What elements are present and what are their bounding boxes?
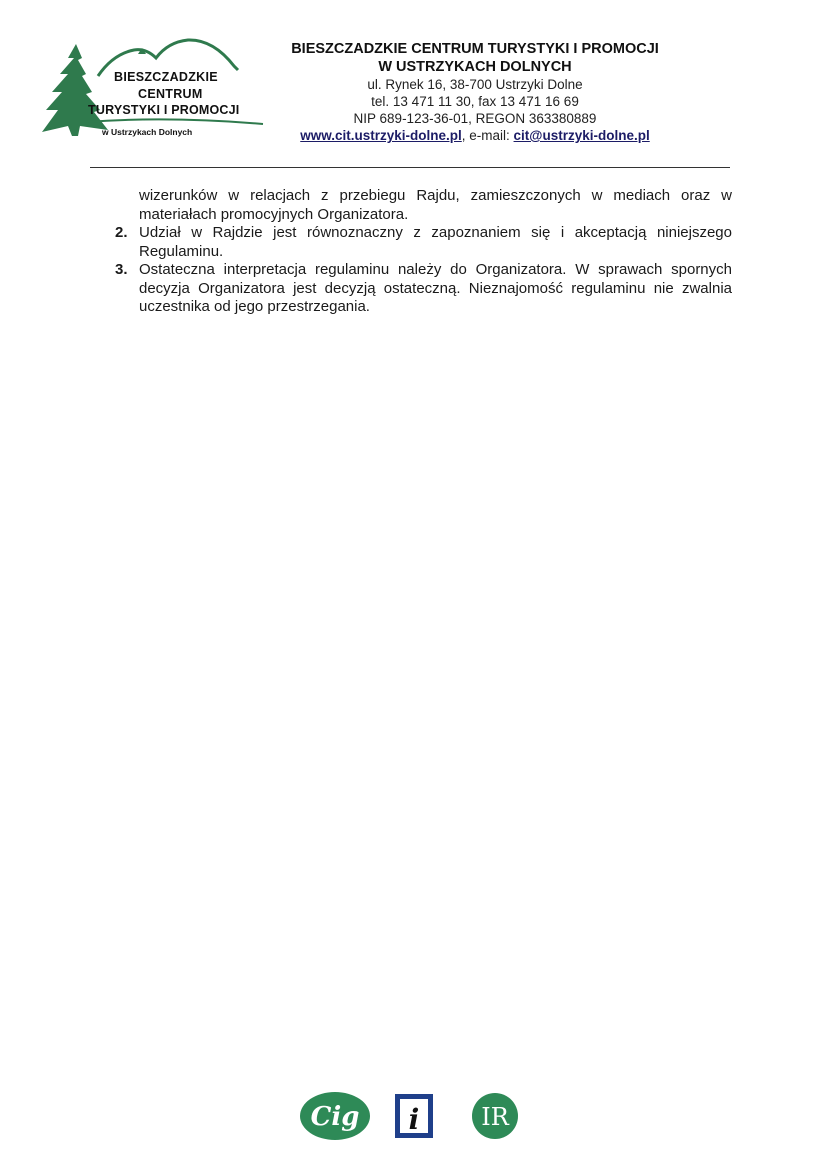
website-link[interactable]: www.cit.ustrzyki-dolne.pl bbox=[300, 128, 462, 143]
org-ids: NIP 689-123-36-01, REGON 363380889 bbox=[353, 111, 597, 126]
logo-line1: BIESZCZADZKIE bbox=[114, 70, 218, 84]
continuation-text: wizerunków w relacjach z przebiegu Rajdu, zamieszczonych w mediach oraz w materiałach promocyjnych Organizatora. bbox=[139, 187, 732, 223]
ir-logo-text: IR bbox=[481, 1103, 509, 1131]
org-title-line1: BIESZCZADZKIE CENTRUM TURYSTYKI I PROMOCJI bbox=[291, 41, 659, 57]
logo-line3: TURYSTYKI I PROMOCJI bbox=[88, 103, 240, 117]
list-item-number: 3. bbox=[115, 261, 128, 278]
email-link[interactable]: cit@ustrzyki-dolne.pl bbox=[513, 128, 650, 143]
info-logo-icon bbox=[394, 1093, 434, 1139]
ir-logo-icon bbox=[470, 1091, 520, 1141]
list-item bbox=[112, 261, 732, 317]
list-item-number: 2. bbox=[115, 224, 128, 241]
info-logo-text: i bbox=[408, 1103, 420, 1136]
org-contacts bbox=[240, 127, 710, 145]
logo-line2: CENTRUM bbox=[138, 87, 203, 101]
letterhead bbox=[240, 40, 710, 145]
logo-line4: w Ustrzykach Dolnych bbox=[102, 127, 193, 137]
list-item-text: Ostateczna interpretacja regulaminu należy do Organizatora. W sprawach spornych decyzja Organizatora jest decyzją ostateczną. Nieznajomość regulaminu nie zwalnia uczestnika od jego przestrzegania. bbox=[139, 261, 732, 315]
email-prefix: , e-mail: bbox=[461, 128, 514, 143]
footer-logos bbox=[296, 1088, 536, 1144]
cig-logo-icon bbox=[298, 1090, 372, 1142]
document-body bbox=[112, 187, 732, 317]
list-item-text: Udział w Rajdzie jest równoznaczny z zapoznaniem się i akceptacją niniejszego Regulaminu. bbox=[139, 224, 732, 260]
org-phone: tel. 13 471 11 30, fax 13 471 16 69 bbox=[371, 94, 579, 109]
org-title-line2: W USTRZYKACH DOLNYCH bbox=[378, 59, 572, 75]
org-address: ul. Rynek 16, 38-700 Ustrzyki Dolne bbox=[367, 77, 583, 92]
cig-logo-text: Cig bbox=[310, 1102, 360, 1132]
list-item bbox=[112, 224, 732, 261]
header-divider bbox=[90, 167, 730, 168]
organization-logo bbox=[38, 36, 268, 146]
rules-list bbox=[112, 224, 732, 317]
